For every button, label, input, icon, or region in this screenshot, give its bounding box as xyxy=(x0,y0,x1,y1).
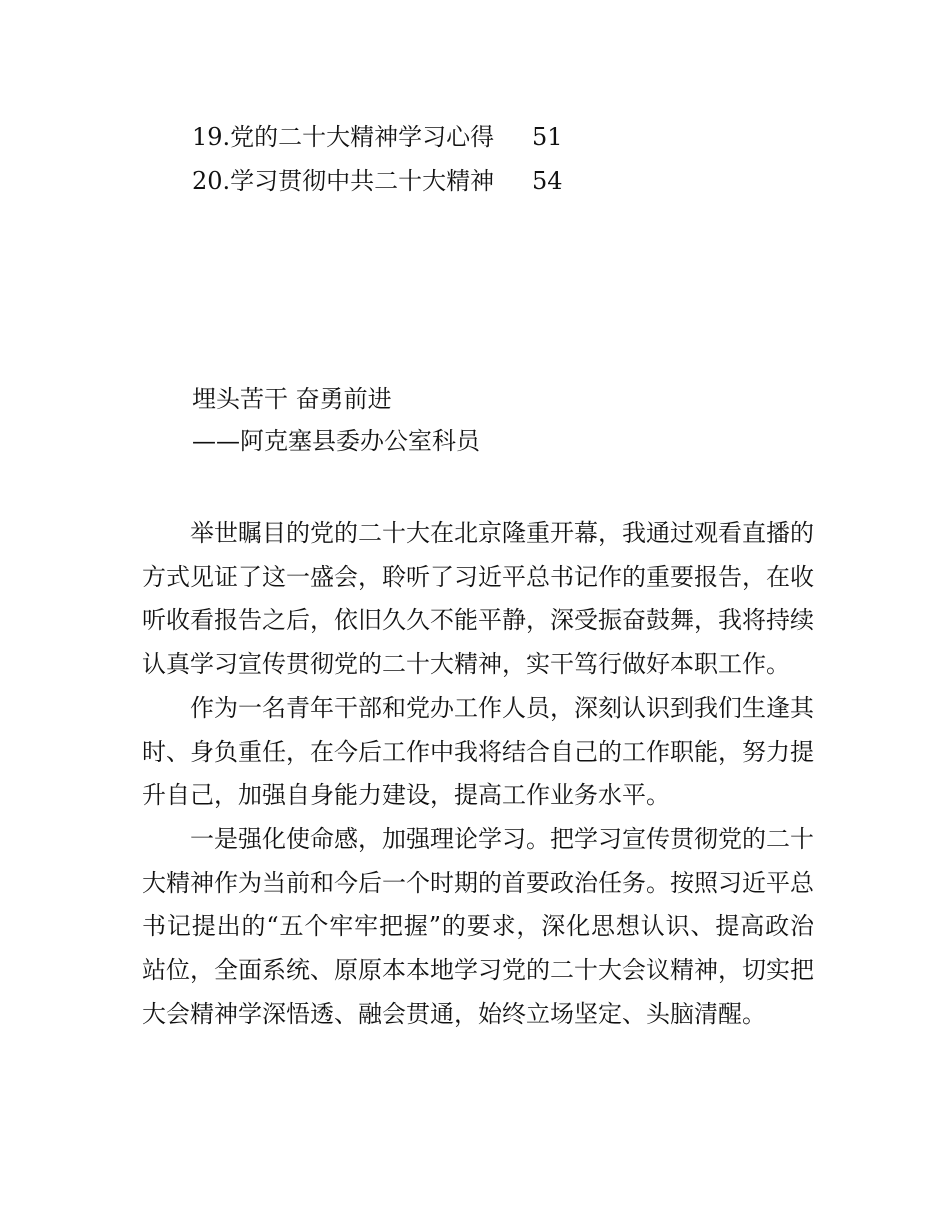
article-subtitle: ——阿克塞县委办公室科员 xyxy=(192,427,480,455)
article-body xyxy=(142,512,814,1036)
toc-page-number: 54 xyxy=(532,167,563,195)
body-paragraph: 一是强化使命感，加强理论学习。把学习宣传贯彻党的二十大精神作为当前和今后一个时期的首要政治任务。按照习近平总书记提出的“五个牢牢把握”的要求，深化思想认识、提高政治站位，全面系统、原原本本地学习党的二十大会议精神，切实把大会精神学深悟透、融会贯通，始终立场坚定、头脑清醒。 xyxy=(142,824,814,1028)
toc-page-number: 51 xyxy=(532,123,563,151)
article-title: 埋头苦干 奋勇前进 xyxy=(192,385,392,413)
toc-entry-19: 19.党的二十大精神学习心得 xyxy=(192,123,495,151)
body-paragraph: 作为一名青年干部和党办工作人员，深刻认识到我们生逢其时、身负重任，在今后工作中我将结合自己的工作职能，努力提升自己，加强自身能力建设，提高工作业务水平。 xyxy=(142,693,814,810)
toc-entry-20: 20.学习贯彻中共二十大精神 xyxy=(192,167,495,195)
body-paragraph: 举世瞩目的党的二十大在北京隆重开幕，我通过观看直播的方式见证了这一盛会，聆听了习近平总书记作的重要报告，在收听收看报告之后，依旧久久不能平静，深受振奋鼓舞，我将持续认真学习宣传贯彻党的二十大精神，实干笃行做好本职工作。 xyxy=(142,519,814,679)
